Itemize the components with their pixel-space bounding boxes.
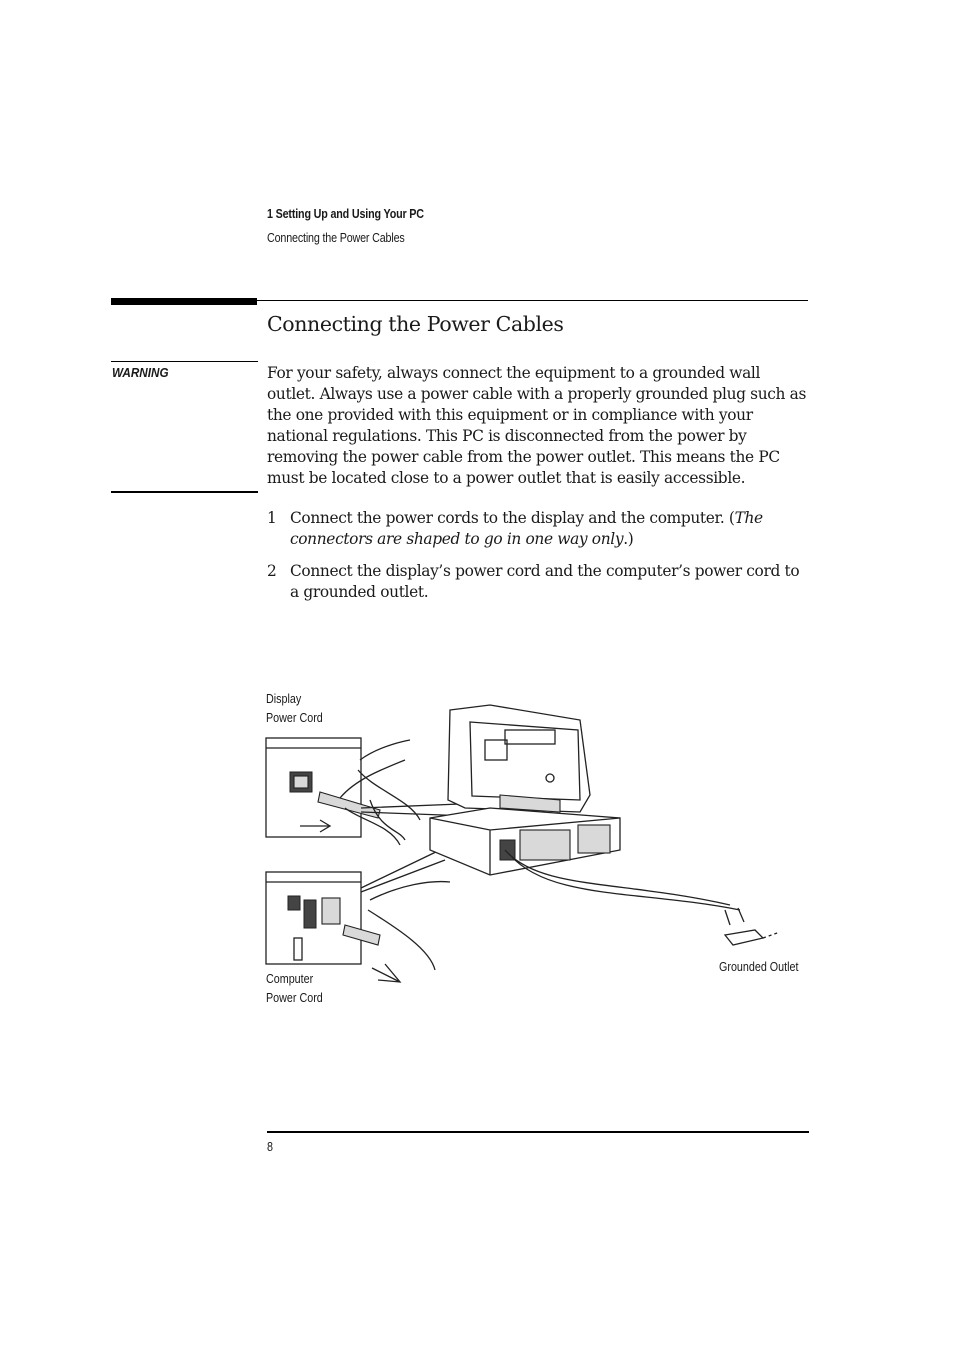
warning-text: For your safety, always connect the equipment to a grounded wall outlet. Always use a power cable with a properly grounded plug such as the one provided with this equipment or in compliance with your national regulations. This PC is disconnected from the power by removing the power cable from the power outlet. This means the PC must be located close to a power outlet that is easily accessible. (267, 364, 807, 487)
section-rule-thick (111, 298, 257, 305)
step-1 (267, 508, 812, 554)
step-2 (267, 561, 812, 607)
running-header-section: Connecting the Power Cables (267, 231, 405, 245)
page-title: Connecting the Power Cables (267, 312, 564, 336)
caption-line: Display (266, 692, 302, 706)
power-cable-illustration (260, 700, 820, 1000)
step-number: 2 (267, 562, 277, 580)
display-cord-inset (266, 738, 420, 845)
step-text-main: Connect the power cords to the display and the computer. ( (290, 509, 735, 527)
caption-line: Computer (266, 972, 314, 986)
section-rule-thin (257, 300, 808, 301)
caption-line: Power Cord (266, 991, 323, 1005)
step-text: Connect the display’s power cord and the computer’s power cord to a grounded outlet. (290, 562, 800, 601)
warning-label: WARNING (112, 365, 169, 380)
outlet-caption: Grounded Outlet (719, 960, 799, 974)
page-number: 8 (267, 1140, 273, 1154)
computer-cord-inset (266, 872, 450, 982)
monitor-icon (448, 705, 590, 812)
step-number: 1 (267, 509, 277, 527)
grounded-outlet-icon (725, 908, 780, 945)
warning-bottom-rule (111, 491, 258, 493)
computer-cord-caption (266, 970, 323, 1008)
display-cord-caption (266, 690, 323, 728)
caption-line: Power Cord (266, 711, 323, 725)
running-header-chapter: 1 Setting Up and Using Your PC (267, 207, 424, 221)
step-text (290, 508, 810, 550)
footer-rule (267, 1131, 809, 1133)
step-text-italic: The connectors are shaped to go in one way only (290, 509, 763, 548)
step-text-after: .) (623, 530, 634, 548)
warning-top-rule (111, 361, 258, 362)
